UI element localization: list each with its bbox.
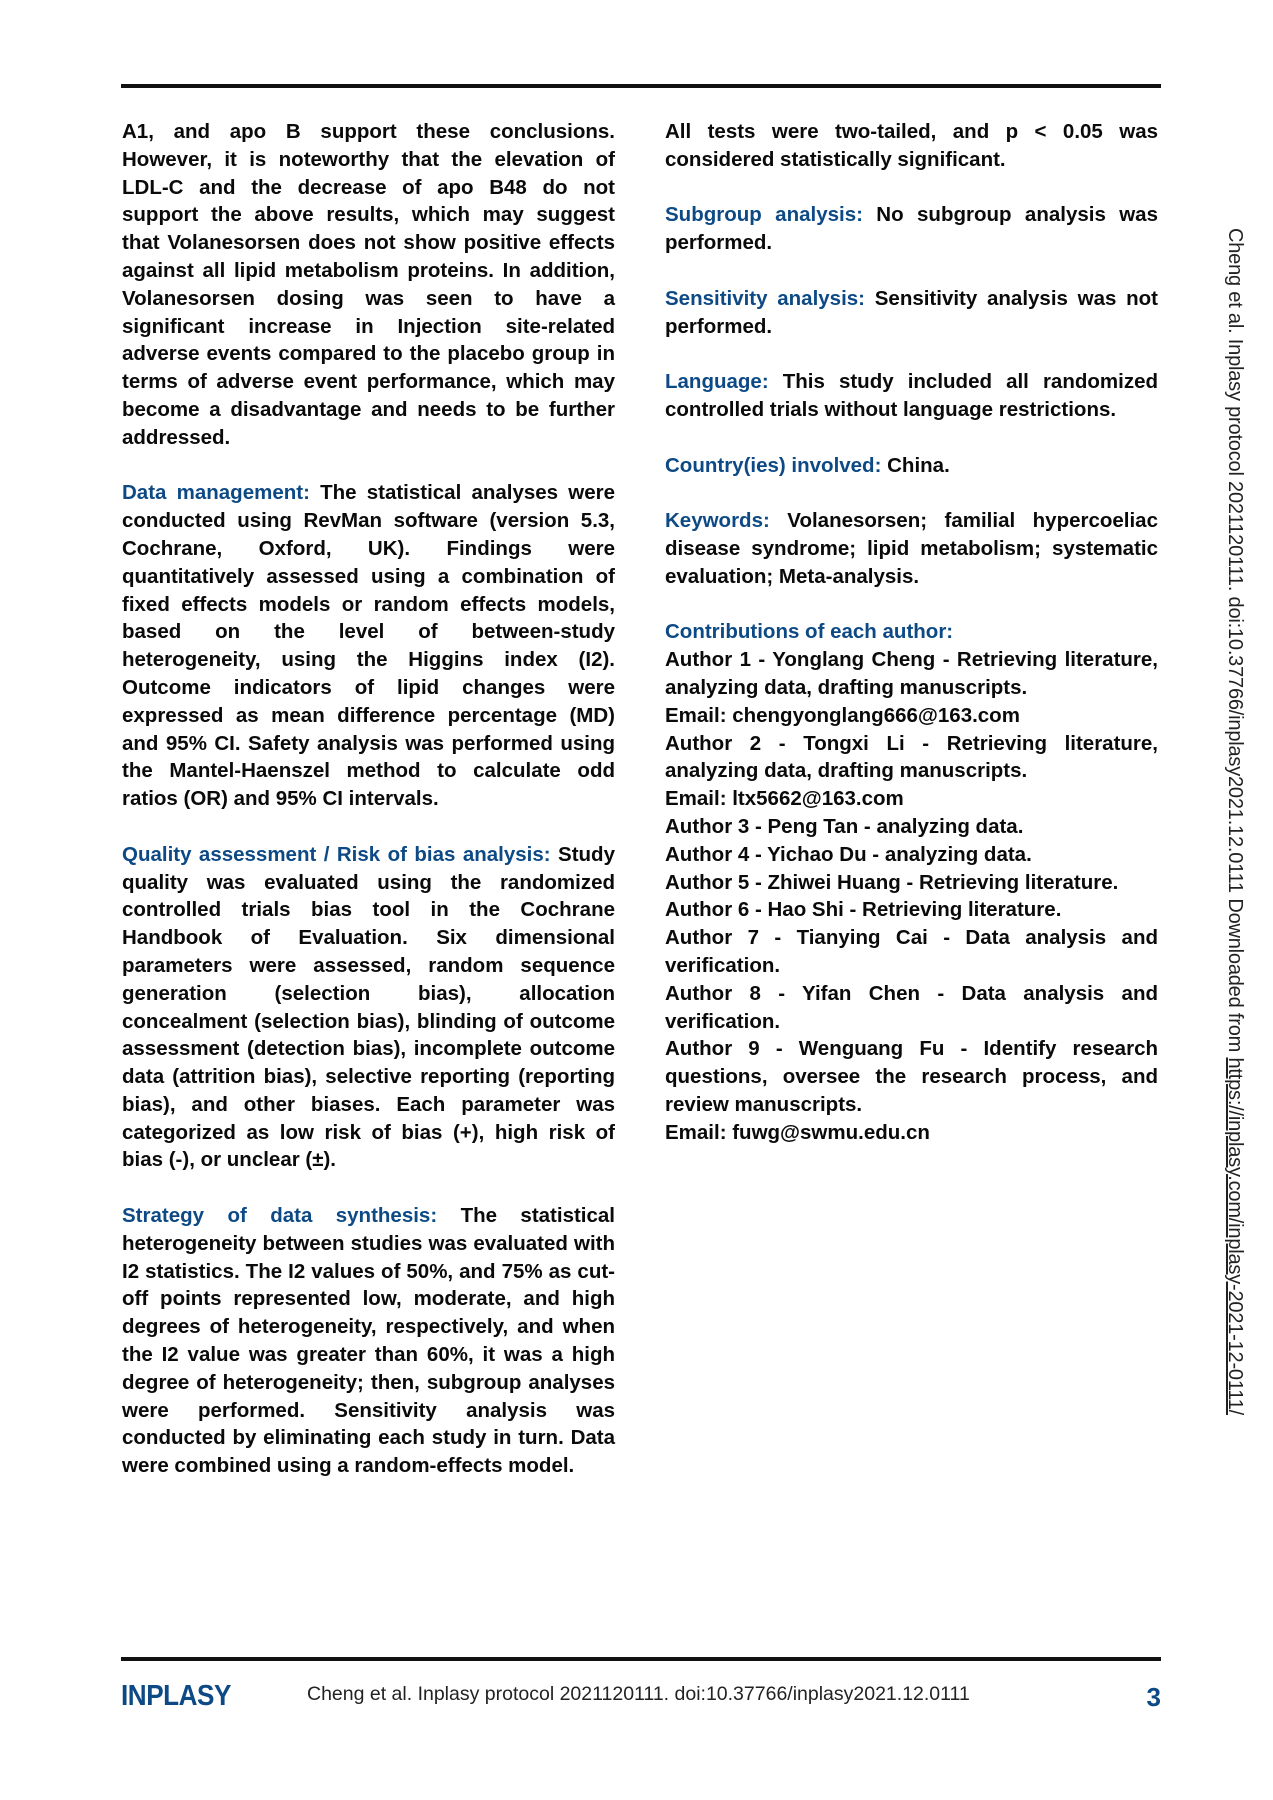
country-heading: Country(ies) involved: xyxy=(665,453,882,477)
data-management-text: The statistical analyses were conducted using RevMan software (version 5.3, Cochrane, Oxford, UK). Findings were quantitatively assessed using a combination of fixed effects models or random effects models, based on the level of between-study heterogeneity, using the Higgins index (I2). Outcome indicators of lipid changes were expressed as mean difference percentage (MD) and 95% CI. Safety analysis was performed using the Mantel-Haenszel method to calculate odd ratios (OR) and 95% CI intervals. xyxy=(122,481,615,811)
country-section xyxy=(665,452,1158,480)
author-5-line: Author 5 - Zhiwei Huang - Retrieving literature. xyxy=(665,870,1119,894)
author-8-line: Author 8 - Yifan Chen - Data analysis and verification. xyxy=(665,981,1158,1033)
data-management-section xyxy=(122,479,615,813)
page-footer xyxy=(121,1680,1161,1716)
contributions-heading: Contributions of each author: xyxy=(665,620,954,644)
language-heading: Language: xyxy=(665,370,769,394)
continuation-paragraph xyxy=(122,118,615,452)
sensitivity-heading: Sensitivity analysis: xyxy=(665,286,866,310)
quality-assessment-section xyxy=(122,841,615,1175)
side-margin-citation xyxy=(1223,228,1246,1415)
author-4-line: Author 4 - Yichao Du - analyzing data. xyxy=(665,842,1032,866)
author-6-line: Author 6 - Hao Shi - Retrieving literature. xyxy=(665,898,1062,922)
country-text: China. xyxy=(881,453,950,477)
footer-rule xyxy=(121,1657,1161,1661)
keywords-heading: Keywords: xyxy=(665,509,770,533)
contributions-section xyxy=(665,618,1158,1146)
inplasy-logo: INPLASY xyxy=(121,1680,231,1712)
quality-assessment-heading: Quality assessment / Risk of bias analysis: xyxy=(122,842,551,866)
author-7-line: Author 7 - Tianying Cai - Data analysis and verification. xyxy=(665,926,1158,977)
page-number: 3 xyxy=(1146,1682,1161,1712)
author-2-email: Email: ltx5662@163.com xyxy=(665,787,904,811)
author-9-email: Email: fuwg@swmu.edu.cn xyxy=(665,1120,930,1144)
subgroup-section xyxy=(665,201,1158,257)
subgroup-text: No subgroup analysis was performed. xyxy=(665,203,1158,255)
author-2-line: Author 2 - Tongxi Li - Retrieving literature, analyzing data, drafting manuscripts. xyxy=(665,731,1158,783)
right-column xyxy=(665,118,1158,1174)
keywords-section xyxy=(665,507,1158,590)
continuation-text: A1, and apo B support these conclusions. However, it is noteworthy that the elevation of LDL-C and the decrease of apo B48 do not support the above results, which may suggest that Volanesorsen does not show positive effects against all lipid metabolism proteins. In addition, Volanesorsen dosing was seen to have a significant increase in Injection site-related adverse events compared to the placebo group in terms of adverse event performance, which may become a disadvantage and needs to be further addressed. xyxy=(122,120,615,449)
sensitivity-text: Sensitivity analysis was not performed. xyxy=(665,286,1158,338)
subgroup-heading: Subgroup analysis: xyxy=(665,203,863,227)
quality-assessment-text: Study quality was evaluated using the randomized controlled trials bias tool in the Cochrane Handbook of Evaluation. Six dimensional parameters were assessed, random sequence generation (selection bias), allocation concealment (selection bias), blinding of outcome assessment (detection bias), incomplete outcome data (attrition bias), selective reporting (reporting bias), and other biases. Each parameter was categorized as low risk of bias (+), high risk of bias (-), or unclear (±). xyxy=(122,842,615,1172)
language-text: This study included all randomized controlled trials without language restrictions. xyxy=(665,370,1158,421)
author-1-email: Email: chengyonglang666@163.com xyxy=(665,703,1020,727)
data-synthesis-section xyxy=(122,1202,615,1480)
keywords-text: Volanesorsen; familial hypercoeliac disease syndrome; lipid metabolism; systematic evaluation; Meta-analysis. xyxy=(665,509,1158,588)
footer-citation: Cheng et al. Inplasy protocol 2021120111. doi:10.37766/inplasy2021.12.0111 xyxy=(307,1683,970,1705)
tests-paragraph xyxy=(665,118,1158,174)
author-9-line: Author 9 - Wenguang Fu - Identify research questions, oversee the research process, and review manuscripts. xyxy=(665,1037,1158,1116)
author-1-line: Author 1 - Yonglang Cheng - Retrieving literature, analyzing data, drafting manuscripts. xyxy=(665,648,1158,699)
sensitivity-section xyxy=(665,285,1158,341)
side-margin-text: Cheng et al. Inplasy protocol 2021120111. doi:10.37766/inplasy2021.12.0111 Downloaded from xyxy=(1224,228,1246,1058)
data-synthesis-heading: Strategy of data synthesis: xyxy=(122,1204,438,1228)
tests-text: All tests were two-tailed, and p < 0.05 was considered statistically significant. xyxy=(665,120,1158,171)
data-synthesis-text: The statistical heterogeneity between studies was evaluated with I2 statistics. The I2 values of 50%, and 75% as cut-off points represented low, moderate, and high degrees of heterogeneity, respectively, and when the I2 value was greater than 60%, it was a high degree of heterogeneity; then, subgroup analyses were performed. Sensitivity analysis was conducted by eliminating each study in turn. Data were combined using a random-effects model. xyxy=(122,1204,615,1478)
left-column xyxy=(122,118,615,1508)
download-link[interactable]: https://inplasy.com/inplasy-2021-12-0111/ xyxy=(1224,1057,1246,1416)
language-section xyxy=(665,368,1158,424)
author-3-line: Author 3 - Peng Tan - analyzing data. xyxy=(665,814,1024,838)
data-management-heading: Data management: xyxy=(122,481,310,505)
header-rule xyxy=(121,84,1161,88)
